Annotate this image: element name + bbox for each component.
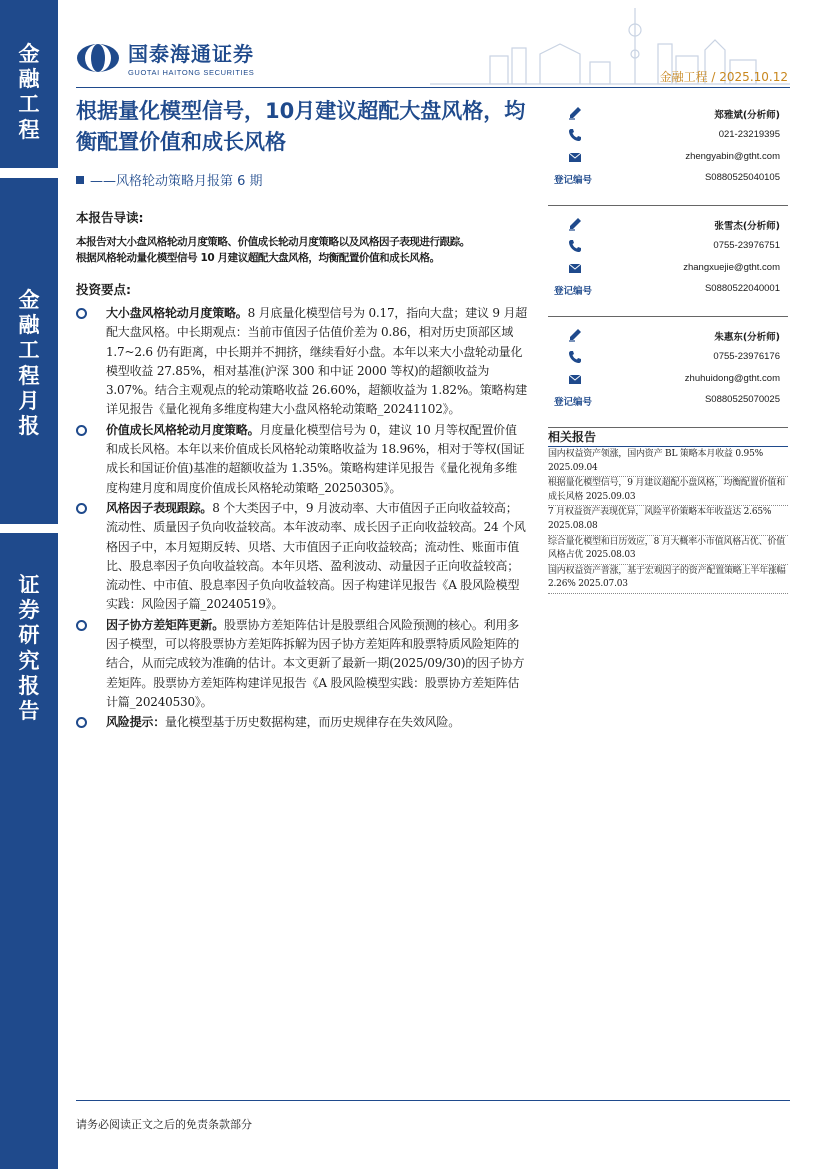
analyst-email[interactable]: zhangxuejie@gtht.com (683, 262, 780, 273)
category-date: 金融工程 / 2025.10.12 (659, 70, 788, 84)
investment-points (76, 304, 528, 734)
analyst-email[interactable]: zhengyabin@gtht.com (685, 151, 780, 162)
bullet-icon (76, 425, 87, 436)
mail-icon (568, 372, 582, 386)
bullet-text: 量化模型基于历史数据构建，而历史规律存在失效风险。 (165, 715, 461, 730)
analyst-panel (548, 100, 788, 428)
sidebar-char: 究 (18, 648, 40, 673)
bullet-icon (76, 308, 87, 319)
registration-label: 登记编号 (554, 286, 593, 297)
phone-icon (568, 128, 582, 142)
sidebar-block-1 (0, 0, 58, 168)
mail-icon (568, 150, 582, 164)
footer-divider (76, 1100, 790, 1101)
sidebar-char: 金 (18, 42, 40, 66)
analyst-name: 朱惠东(分析师) (714, 332, 780, 343)
bullet-item (76, 499, 528, 615)
disclaimer-footer: 请务必阅读正文之后的免责条款部分 (76, 1118, 252, 1131)
bullet-text: 股票协方差矩阵估计是股票组合风险预测的核心。利用多因子模型，可以将股票协方差矩阵拆解为因子协方差矩阵和股票特质风险矩阵的结合，从而完成较为准确的估计。本文更新了最新一期(2025/09/30)的因子协方差矩阵。股票协方差矩阵构建详见报告《A 股风险模型实践：股票协方差矩阵估计篇_20240530》。 (106, 617, 525, 709)
related-report-link[interactable]: 国内权益资产领涨，国内资产 BL 策略本月收益 0.95% 2025.09.04 (548, 448, 788, 477)
related-report-link[interactable]: 国内权益资产普涨，基于宏观因子的资产配置策略上半年涨幅 2.26% 2025.07.03 (548, 565, 788, 594)
sidebar-char: 工 (18, 338, 40, 363)
square-bullet-icon (76, 176, 84, 184)
analyst-phone: 0755-23976751 (713, 240, 780, 251)
sidebar-block-2 (0, 178, 58, 524)
logo-icon (76, 43, 120, 73)
subtitle-text: ——风格轮动策略月报第 6 期 (90, 174, 263, 189)
pen-icon (568, 106, 582, 120)
bullet-lead: 风格因子表现跟踪。 (106, 500, 213, 515)
guide-heading: 本报告导读: (76, 210, 144, 225)
bullet-text: 月度量化模型信号为 0，建议 10 月等权配置价值和成长风格。本年以来价值成长风格轮动策略收益为 18.96%，相对于等权(国证成长和国证价值)基准的超额收益为 1.35%。策略构建详见报告《量化视角多维度构建月度和周度价值成长风格轮动策略_20250305》。 (106, 422, 525, 495)
bullet-icon (76, 503, 87, 514)
related-report-link[interactable]: 综合量化模型和日历效应，8 月大概率小市值风格占优、价值风格占优 2025.08.03 (548, 536, 788, 565)
report-title: 根据量化模型信号，10月建议超配大盘风格，均衡配置价值和成长风格 (76, 99, 526, 154)
left-sidebar (0, 0, 58, 1169)
sidebar-block-3 (0, 533, 58, 1169)
sidebar-char: 报 (18, 673, 40, 698)
bullet-lead: 大小盘风格轮动月度策略。 (106, 306, 248, 320)
bullet-item (76, 616, 528, 712)
sidebar-char: 证 (18, 573, 40, 597)
investment-points-heading: 投资要点: (76, 282, 131, 297)
related-report-link[interactable]: 7 月权益资产表现优异，风险平价策略本年收益达 2.65% 2025.08.08 (548, 506, 788, 535)
analyst-card (548, 211, 788, 317)
sidebar-char: 月 (18, 388, 40, 413)
logo-english-name: GUOTAI HAITONG SECURITIES (128, 68, 255, 77)
bullet-icon (76, 620, 87, 631)
bullet-text: 8 月底量化模型信号为 0.17，指向大盘；建议 9 月超配大盘风格。中长期观点：当前市值因子估值价差为 0.86，相对历史顶部区域 1.7~2.6 仍有距离，中长期并不拥挤，继续看好小盘。本年以来大小盘轮动量化模型收益 27.85%，相对基准(沪深 300 和中证 2000 等权)的超额收益为 3.07%。结合主观观点的轮动策略收益 26.60%，超额收益为 1.82%。策略构建详见报告《量化视角多维度构建大小盘风格轮动策略_20241102》。 (106, 306, 528, 417)
registration-number: S0880522040001 (704, 283, 780, 294)
related-report-link[interactable]: 根据量化模型信号，9 月建议超配小盘风格，均衡配置价值和成长风格 2025.09.03 (548, 477, 788, 506)
related-reports-heading: 相关报告 (548, 430, 597, 444)
guide-line-1: 本报告对大小盘风格轮动月度策略、价值成长轮动月度策略以及风格因子表现进行跟踪。 (76, 236, 470, 248)
guide-text (76, 234, 531, 266)
logo-chinese-name: 国泰海通证券 (128, 42, 254, 66)
phone-icon (568, 350, 582, 364)
related-reports-list (548, 448, 788, 594)
bullet-lead: 因子协方差矩阵更新。 (106, 617, 225, 632)
header-divider (76, 87, 790, 88)
registration-number: S0880525040105 (704, 172, 780, 183)
sidebar-char: 程 (18, 363, 40, 388)
analyst-name: 郑雅斌(分析师) (714, 110, 780, 121)
sidebar-char: 融 (18, 313, 40, 338)
bullet-lead: 价值成长风格轮动月度策略。 (106, 422, 260, 437)
company-logo (76, 38, 254, 77)
bullet-lead: 风险提示： (106, 715, 166, 730)
pen-icon (568, 217, 582, 231)
analyst-card (548, 322, 788, 428)
sidebar-char: 金 (18, 288, 40, 312)
sidebar-char: 报 (18, 413, 40, 438)
analyst-name: 张雪杰(分析师) (714, 221, 780, 232)
sidebar-char: 研 (18, 623, 40, 648)
analyst-email[interactable]: zhuhuidong@gtht.com (684, 373, 780, 384)
registration-number: S0880525070025 (704, 394, 780, 405)
sidebar-char: 融 (18, 67, 40, 92)
analyst-phone: 0755-23976176 (713, 351, 780, 362)
related-divider (548, 446, 788, 447)
sidebar-char: 告 (18, 698, 40, 723)
bullet-item (76, 713, 528, 732)
mail-icon (568, 261, 582, 275)
bullet-icon (76, 717, 87, 728)
guide-line-2: 根据风格轮动量化模型信号 10 月建议超配大盘风格，均衡配置价值和成长风格。 (76, 252, 440, 264)
bullet-item (76, 421, 528, 498)
bullet-text: 8 个大类因子中，9 月波动率、大市值因子正向收益较高；流动性、质量因子负向收益较高。本年波动率、成长因子正向收益较高。24 个风格因子中，本月短期反转、贝塔、大市值因子正向收益较高；流动性、账面市值比、股息率因子负向收益较高。本年贝塔、盈利波动、动量因子正向收益较高；流动性、中市值、股息率因子负向收益较高。因子构建详见报告《A 股风险模型实践：风险因子篇_20240519》。 (106, 500, 526, 612)
sidebar-char: 券 (18, 598, 40, 623)
registration-label: 登记编号 (554, 175, 593, 186)
report-subtitle (76, 170, 263, 189)
sidebar-char: 程 (18, 117, 40, 142)
pen-icon (568, 328, 582, 342)
registration-label: 登记编号 (554, 397, 593, 408)
analyst-card (548, 100, 788, 206)
bullet-item (76, 304, 528, 420)
sidebar-char: 工 (18, 92, 40, 117)
analyst-phone: 021-23219395 (718, 129, 780, 140)
phone-icon (568, 239, 582, 253)
